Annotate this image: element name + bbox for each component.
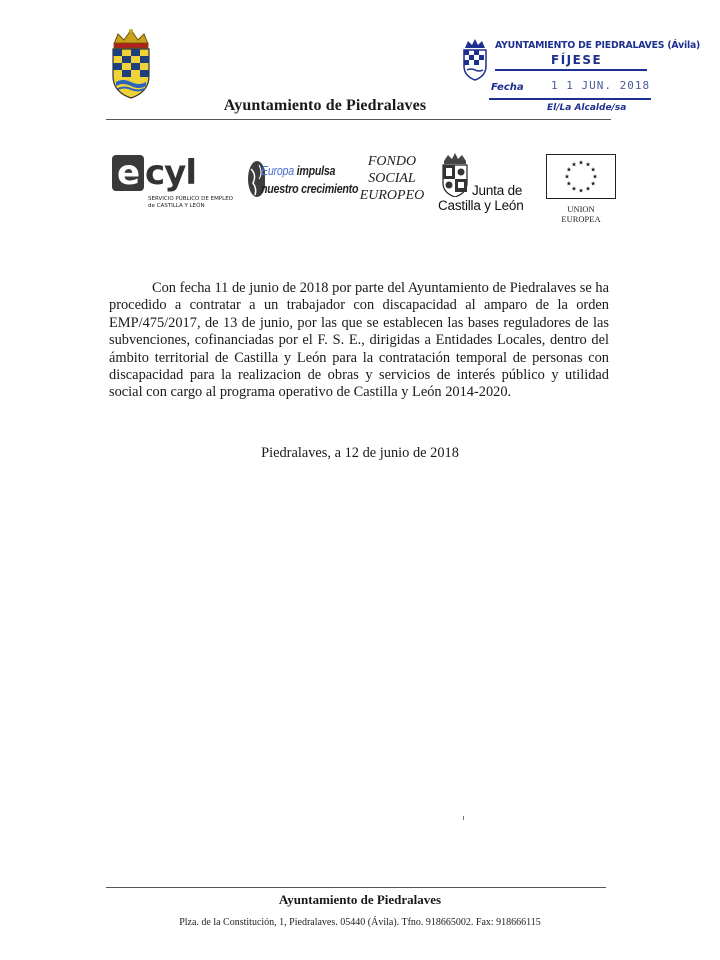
union-europea-logo [545, 154, 617, 224]
eu-label: UNION [567, 204, 595, 214]
stamp-date: 1 1 JUN. 2018 [551, 79, 651, 92]
header-title: Ayuntamiento de Piedralaves [223, 97, 427, 114]
registry-stamp [461, 36, 701, 126]
footer-divider [106, 887, 606, 888]
europa-line1 [261, 163, 335, 178]
junta-name: Junta de [472, 183, 523, 198]
eu-label: EUROPEA [561, 214, 601, 224]
ecyl-subtitle: SERVICIO PÚBLICO DE EMPLEO [148, 196, 233, 202]
scan-speck [463, 816, 464, 820]
fse-line: SOCIAL [368, 171, 416, 186]
municipal-crest-icon [108, 28, 154, 100]
stamp-fijese: FÍJESE [551, 53, 603, 67]
place-and-date: Piedralaves, a 12 de junio de 2018 [261, 445, 459, 461]
europa-impulsa-logo [245, 157, 359, 207]
junta-castilla-leon-logo [436, 153, 532, 213]
fse-line: EUROPEO [359, 188, 425, 203]
ecyl-wordmark [112, 153, 196, 193]
stamp-signer: El/La Alcalde/sa [547, 103, 627, 113]
stamp-rule [495, 69, 647, 71]
stamp-rule [489, 98, 651, 100]
junta-name: Castilla y León [438, 198, 524, 213]
ecyl-logo [112, 153, 234, 213]
body-paragraph: Con fecha 11 de junio de 2018 por parte del Ayuntamiento de Piedralaves se ha procedido a contratar a un trabajador con discapacidad al amparo de la orden EMP/475/2017, de 13 de junio, por las que se establecen las bases reguladores de las subvenciones, cofinanciadas por el F. S. E., dirigidas a Entidades Locales, dentro del ámbito territorial de Castilla y León para la contratación temporal de personas con discapacidad para la realizacion de obras y servicios de interés público y utilidad social con cargo al programa operativo de Castilla y León 2014-2020. [109, 280, 609, 401]
eu-flag-icon [546, 154, 616, 199]
footer-title: Ayuntamiento de Piedralaves [278, 892, 442, 907]
fse-line: FONDO [367, 154, 417, 169]
ecyl-e-mark: e [112, 155, 144, 191]
ecyl-subtitle: de CASTILLA Y LEÓN [148, 203, 205, 209]
ecyl-word: cyl [145, 153, 196, 193]
castilla-leon-shield-icon [440, 153, 470, 197]
stamp-date-label: Fecha [491, 82, 524, 93]
impulsa-word: impulsa [293, 163, 336, 178]
stamp-municipality: AYUNTAMIENTO DE PIEDRALAVES (Ávila) [495, 40, 701, 51]
europa-line2: nuestro crecimiento [261, 181, 359, 196]
europa-word: Europa [261, 163, 294, 178]
fondo-social-europeo-logo [354, 153, 430, 204]
stamp-crest-icon [461, 38, 489, 82]
footer-address: Plza. de la Constitución, 1, Piedralaves. 05440 (Ávila). Tfno. 918665002. Fax: 918666115 [179, 917, 541, 928]
